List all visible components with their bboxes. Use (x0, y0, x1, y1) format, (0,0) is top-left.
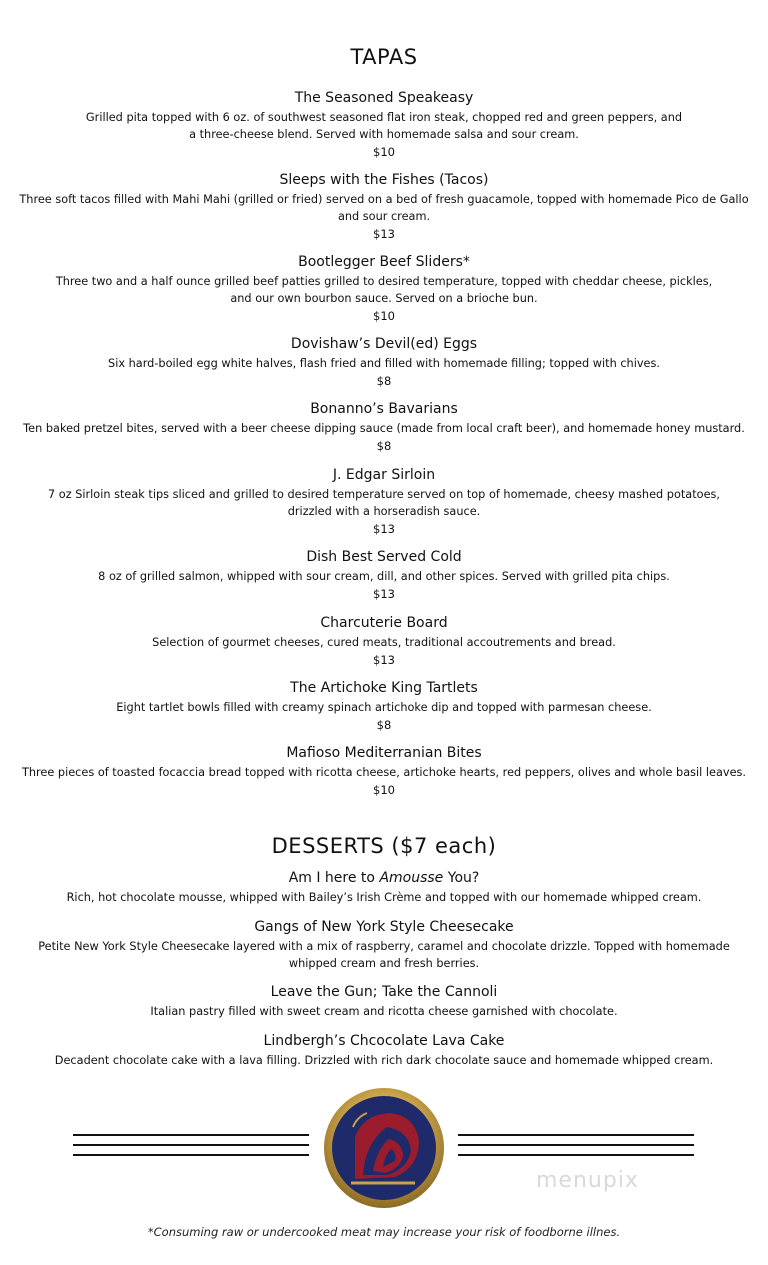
decorative-rules-left (73, 1134, 309, 1164)
footer-disclaimer: *Consuming raw or undercooked meat may increase your risk of foodborne illnes. (147, 1225, 621, 1239)
decorative-rules-right (458, 1134, 694, 1164)
menu-item (14, 466, 754, 538)
item-name: Charcuterie Board (320, 615, 448, 631)
menu-item (14, 744, 754, 799)
item-name: Dovishaw’s Devil(ed) Eggs (290, 336, 478, 352)
rule-line (458, 1154, 694, 1156)
item-name-prefix: Am I here to (288, 870, 380, 886)
rule-line (73, 1134, 309, 1136)
item-name: J. Edgar Sirloin (332, 467, 436, 483)
menu-item (14, 89, 754, 161)
item-description: 8 oz of grilled salmon, whipped with sour cream, dill, and other spices. Served with grilled pita chips. (98, 570, 670, 583)
item-name: Gangs of New York Style Cheesecake (254, 919, 514, 935)
item-description: Grilled pita topped with 6 oz. of southwest seasoned flat iron steak, chopped red and green peppers, and a three-cheese blend. Served with homemade salsa and sour cream. (85, 111, 683, 141)
menu-item (14, 548, 754, 603)
item-name: Mafioso Mediterranian Bites (286, 745, 482, 761)
rule-line (73, 1144, 309, 1146)
item-price: $13 (373, 522, 395, 536)
menu-item (14, 335, 754, 390)
item-price: $10 (373, 309, 395, 323)
dessert-item (14, 1032, 754, 1069)
dessert-item (14, 918, 754, 972)
item-name: Bonanno’s Bavarians (310, 401, 458, 417)
item-description: Selection of gourmet cheeses, cured meats, traditional accoutrements and bread. (152, 636, 616, 649)
item-price: $10 (373, 783, 395, 797)
dessert-item (14, 983, 754, 1020)
rule-line (458, 1134, 694, 1136)
item-price: $8 (376, 718, 392, 732)
item-description: Eight tartlet bowls filled with creamy spinach artichoke dip and topped with parmesan cheese. (116, 701, 652, 714)
item-price: $13 (373, 227, 395, 241)
item-description: Six hard-boiled egg white halves, flash fried and filled with homemade filling; topped with chives. (108, 357, 660, 370)
item-name: The Artichoke King Tartlets (290, 680, 478, 696)
item-name (14, 869, 754, 887)
rule-line (73, 1154, 309, 1156)
menu-item (14, 400, 754, 455)
item-description: Petite New York Style Cheesecake layered with a mix of raspberry, caramel and chocolate drizzle. Topped with homemade whipped cream and fresh berries. (38, 940, 730, 970)
item-description: Ten baked pretzel bites, served with a beer cheese dipping sauce (made from local craft beer), and homemade honey mustard. (23, 422, 745, 435)
rule-line (458, 1144, 694, 1146)
watermark: menupix (536, 1168, 639, 1193)
item-description: Three pieces of toasted focaccia bread topped with ricotta cheese, artichoke hearts, red peppers, olives and whole basil leaves. (21, 766, 747, 779)
item-price: $13 (373, 653, 395, 667)
item-name: The Seasoned Speakeasy (294, 90, 474, 106)
menu-item (14, 253, 754, 325)
item-price: $13 (373, 587, 395, 601)
item-description: 7 oz Sirloin steak tips sliced and grilled to desired temperature served on top of homemade, cheesy mashed potatoes, drizzled with a horseradish sauce. (48, 488, 720, 518)
item-name: Dish Best Served Cold (306, 549, 462, 565)
menu-item (14, 614, 754, 669)
item-name: Sleeps with the Fishes (Tacos) (279, 172, 489, 188)
item-description: Italian pastry filled with sweet cream and ricotta cheese garnished with chocolate. (150, 1005, 618, 1018)
item-price: $10 (373, 145, 395, 159)
menu-item (14, 679, 754, 734)
item-description: Decadent chocolate cake with a lava filling. Drizzled with rich dark chocolate sauce and homemade whipped cream. (54, 1054, 714, 1067)
item-description: Rich, hot chocolate mousse, whipped with Bailey’s Irish Crème and topped with our homemade whipped cream. (66, 891, 702, 904)
tapas-heading: TAPAS (350, 45, 418, 69)
item-name-suffix: You? (443, 870, 480, 886)
item-name: Bootlegger Beef Sliders* (298, 254, 470, 270)
rose-emblem-icon (323, 1087, 445, 1209)
item-name: Lindbergh’s Chcocolate Lava Cake (263, 1033, 505, 1049)
item-price: $8 (376, 374, 392, 388)
dessert-item (14, 869, 754, 906)
item-description: Three soft tacos filled with Mahi Mahi (grilled or fried) served on a bed of fresh guacamole, topped with homemade Pico de Gallo and sour cream. (19, 193, 749, 223)
desserts-heading: DESSERTS ($7 each) (271, 834, 497, 858)
item-name-emphasis: Amousse (379, 870, 444, 886)
item-price: $8 (376, 439, 392, 453)
menu-item (14, 171, 754, 243)
item-name: Leave the Gun; Take the Cannoli (270, 984, 498, 1000)
item-description: Three two and a half ounce grilled beef patties grilled to desired temperature, topped with cheddar cheese, pickles, and our own bourbon sauce. Served on a brioche bun. (55, 275, 713, 305)
